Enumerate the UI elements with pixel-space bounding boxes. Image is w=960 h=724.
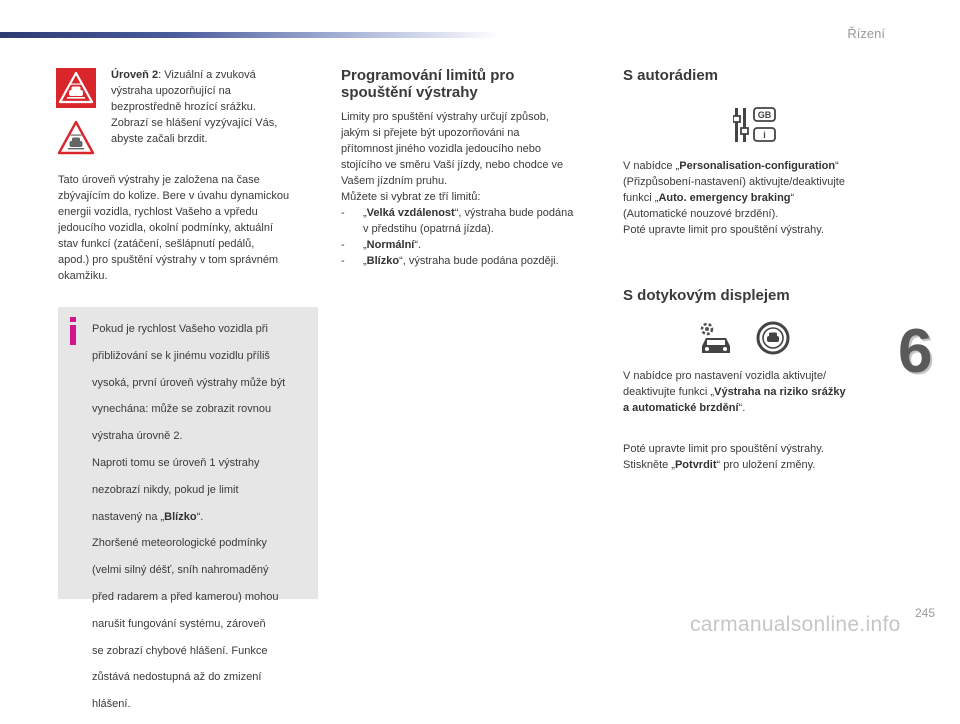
touch-instructions: V nabídce pro nastavení vozidla aktivujte/ deaktivujte funkci „Výstraha na riziko srážky a automatické brzdění“. <box>623 370 846 414</box>
limits-section: Programování limitů pro spouštění výstrahy Limity pro spuštění výstrahy určují způsob, jakým si přejete být upozorňováni na přítomnost jiného vozidla jedoucího nebo stojícího ve směru Vaší jízdy, nebo chodce ve Vašem jízdním pruhu. Můžete si vybrat ze tří limitů: - „Velká vzdálenost“, výstraha bude podána v předstihu (opatrná jízda). - „Normální“. - „Blízko“, výstraha bude podána později. <box>341 67 606 269</box>
collision-alert-outline-icon <box>56 118 96 158</box>
limits-options <box>341 205 606 269</box>
header-gradient-bar <box>0 32 500 38</box>
list-item: - „Normální“. <box>341 239 422 251</box>
level2-description: Úroveň 2: Vizuální a zvuková výstraha upozorňující na bezprostředně hrozící srážku. Zobrazí se hlášení vyzývající Vás, abyste začali brzdit. <box>111 69 278 145</box>
touch-section-title: S dotykovým displejem <box>623 287 790 304</box>
list-item: - „Blízko“, výstraha bude podána později. <box>341 255 559 267</box>
radio-section-title: S autorádiem <box>623 67 719 84</box>
touch-confirm-instructions: Poté upravte limit pro spouštění výstrahy. Stiskněte „Potvrdit“ pro uložení změny. <box>623 443 824 471</box>
chapter-title: Řízení <box>847 26 885 41</box>
level2-label: Úroveň 2 <box>111 69 159 81</box>
info-icon-stem <box>70 325 76 345</box>
collision-alert-red-icon <box>56 68 96 108</box>
info-text: Pokud je rychlost Vašeho vozidla při přibližování se k jinému vozidlu příliš vysoká, první úroveň výstrahy může být vynechána: může se zobrazit rovnou výstraha úrovně 2. Naproti tomu se úroveň 1 výstrahy nezobrazí nikdy, pokud je limit nastavený na „Blízko“. Zhoršené meteorologické podmínky (velmi silný déšť, sníh nahromaděný před radarem a před kamerou) mohou narušit fungování systému, zároveň se zobrazí chybové hlášení. Funkce zůstává nedostupná až do zmizení hlášení. <box>92 323 286 711</box>
list-item: - „Velká vzdálenost“, výstraha bude podána v předstihu (opatrná jízda). <box>341 207 574 235</box>
badge-info: i <box>763 130 766 140</box>
chapter-number: 6 <box>898 317 933 386</box>
settings-sliders-icon <box>733 106 777 144</box>
radio-instructions: V nabídce „Personalisation-configuration“ (Přizpůsobení-nastavení) aktivujte/deaktivujte funkci „Auto. emergency braking“ (Automatické nouzové brzdění). Poté upravte limit pro spouštění výstrahy. <box>623 160 845 236</box>
info-box <box>58 307 318 711</box>
info-icon <box>70 317 76 322</box>
timing-paragraph: Tato úroveň výstrahy je založena na čase zbývajícím do kolize. Bere v úvahu dynamickou energii vozidla, rychlost Vašeho a vpředu jedoucího vozidla, okolní podmínky, aktuální stav funkcí (zatáčení, sešlápnutí pedálů, apod.) pro spuštění výstrahy v tom správném okamžiku. <box>58 174 290 282</box>
badge-gb: GB <box>757 110 772 120</box>
watermark: carmanualsonline.info <box>690 613 901 636</box>
page-number: 245 <box>915 606 936 620</box>
vehicle-settings-icon <box>698 320 734 356</box>
limits-title: Programování limitů pro spouštění výstrahy <box>341 67 515 101</box>
collision-braking-icon <box>755 320 791 356</box>
